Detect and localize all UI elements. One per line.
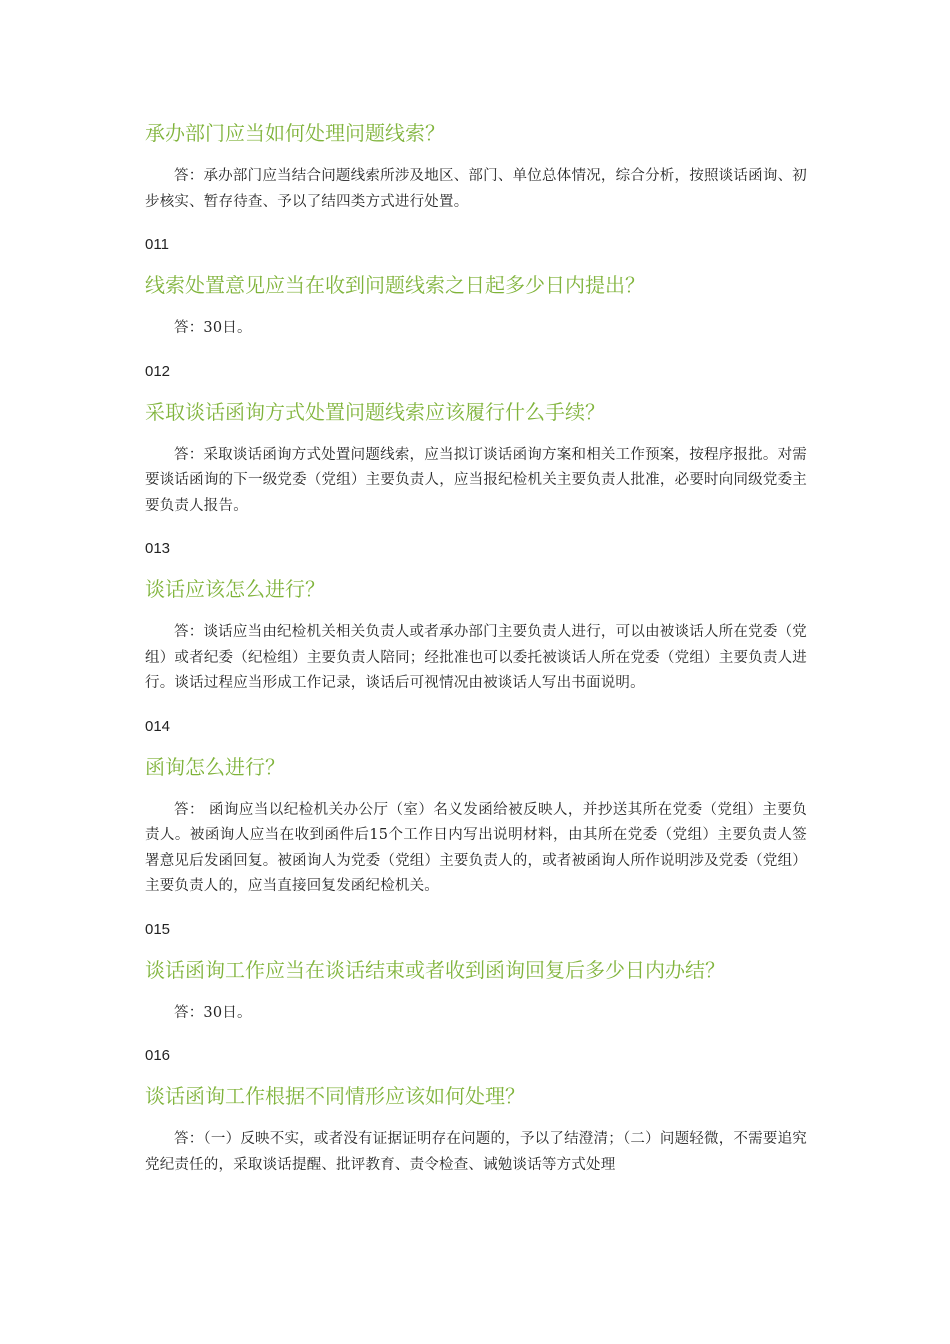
qa-item xyxy=(145,235,807,342)
answer-paragraph: 答：（一）反映不实，或者没有证据证明存在问题的，予以了结澄清；（二）问题轻微，不需要追究党纪责任的，采取谈话提醒、批评教育、责令检查、诫勉谈话等方式处理 xyxy=(145,1131,807,1173)
question-heading: 谈话应该怎么进行？ xyxy=(145,577,325,601)
answer-paragraph: 答： 函询应当以纪检机关办公厅（室）名义发函给被反映人，并抄送其所在党委（党组）主要负责人。被函询人应当在收到函件后15个工作日内写出说明材料，由其所在党委（党组）主要负责人签署意见后发函回复。被函询人为党委（党组）主要负责人的，或者被函询人所作说明涉及党委（党组）主要负责人的，应当直接回复发函纪检机关。 xyxy=(145,801,807,894)
qa-item xyxy=(145,118,807,215)
question-heading: 线索处置意见应当在收到问题线索之日起多少日内提出？ xyxy=(145,273,645,297)
answer-paragraph: 答：30日。 xyxy=(174,320,252,336)
answer-paragraph: 答：采取谈话函询方式处置问题线索，应当拟订谈话函询方案和相关工作预案，按程序报批。对需要谈话函询的下一级党委（党组）主要负责人，应当报纪检机关主要负责人批准，必要时向同级党委主要负责人报告。 xyxy=(145,446,807,514)
question-heading: 谈话函询工作应当在谈话结束或者收到函询回复后多少日内办结？ xyxy=(145,957,725,982)
answer-paragraph: 答：30日。 xyxy=(174,1004,252,1021)
item-number: 015 xyxy=(145,920,171,938)
qa-item xyxy=(145,539,807,697)
document-page xyxy=(145,118,807,1198)
question-heading: 承办部门应当如何处理问题线索？ xyxy=(145,121,445,145)
item-number: 011 xyxy=(145,236,169,253)
answer-paragraph: 答：谈话应当由纪检机关相关负责人或者承办部门主要负责人进行，可以由被谈话人所在党委（党组）或者纪委（纪检组）主要负责人陪同；经批准也可以委托被谈话人所在党委（党组）主要负责人进行。谈话过程应当形成工作记录，谈话后可视情况由被谈话人写出书面说明。 xyxy=(145,624,807,691)
answer-paragraph: 答：承办部门应当结合问题线索所涉及地区、部门、单位总体情况，综合分析，按照谈话函询、初步核实、暂存待查、予以了结四类方式进行处置。 xyxy=(145,168,807,210)
qa-item xyxy=(145,717,807,900)
qa-item xyxy=(145,920,807,1027)
item-number: 012 xyxy=(145,362,171,380)
question-heading: 采取谈话函询方式处置问题线索应该履行什么手续？ xyxy=(145,399,605,424)
item-number: 014 xyxy=(145,717,171,735)
question-heading: 函询怎么进行？ xyxy=(145,754,285,779)
item-number: 013 xyxy=(145,540,171,557)
qa-item xyxy=(145,362,807,520)
qa-item xyxy=(145,1046,807,1178)
item-number: 016 xyxy=(145,1047,171,1064)
question-heading: 谈话函询工作根据不同情形应该如何处理？ xyxy=(145,1084,525,1108)
